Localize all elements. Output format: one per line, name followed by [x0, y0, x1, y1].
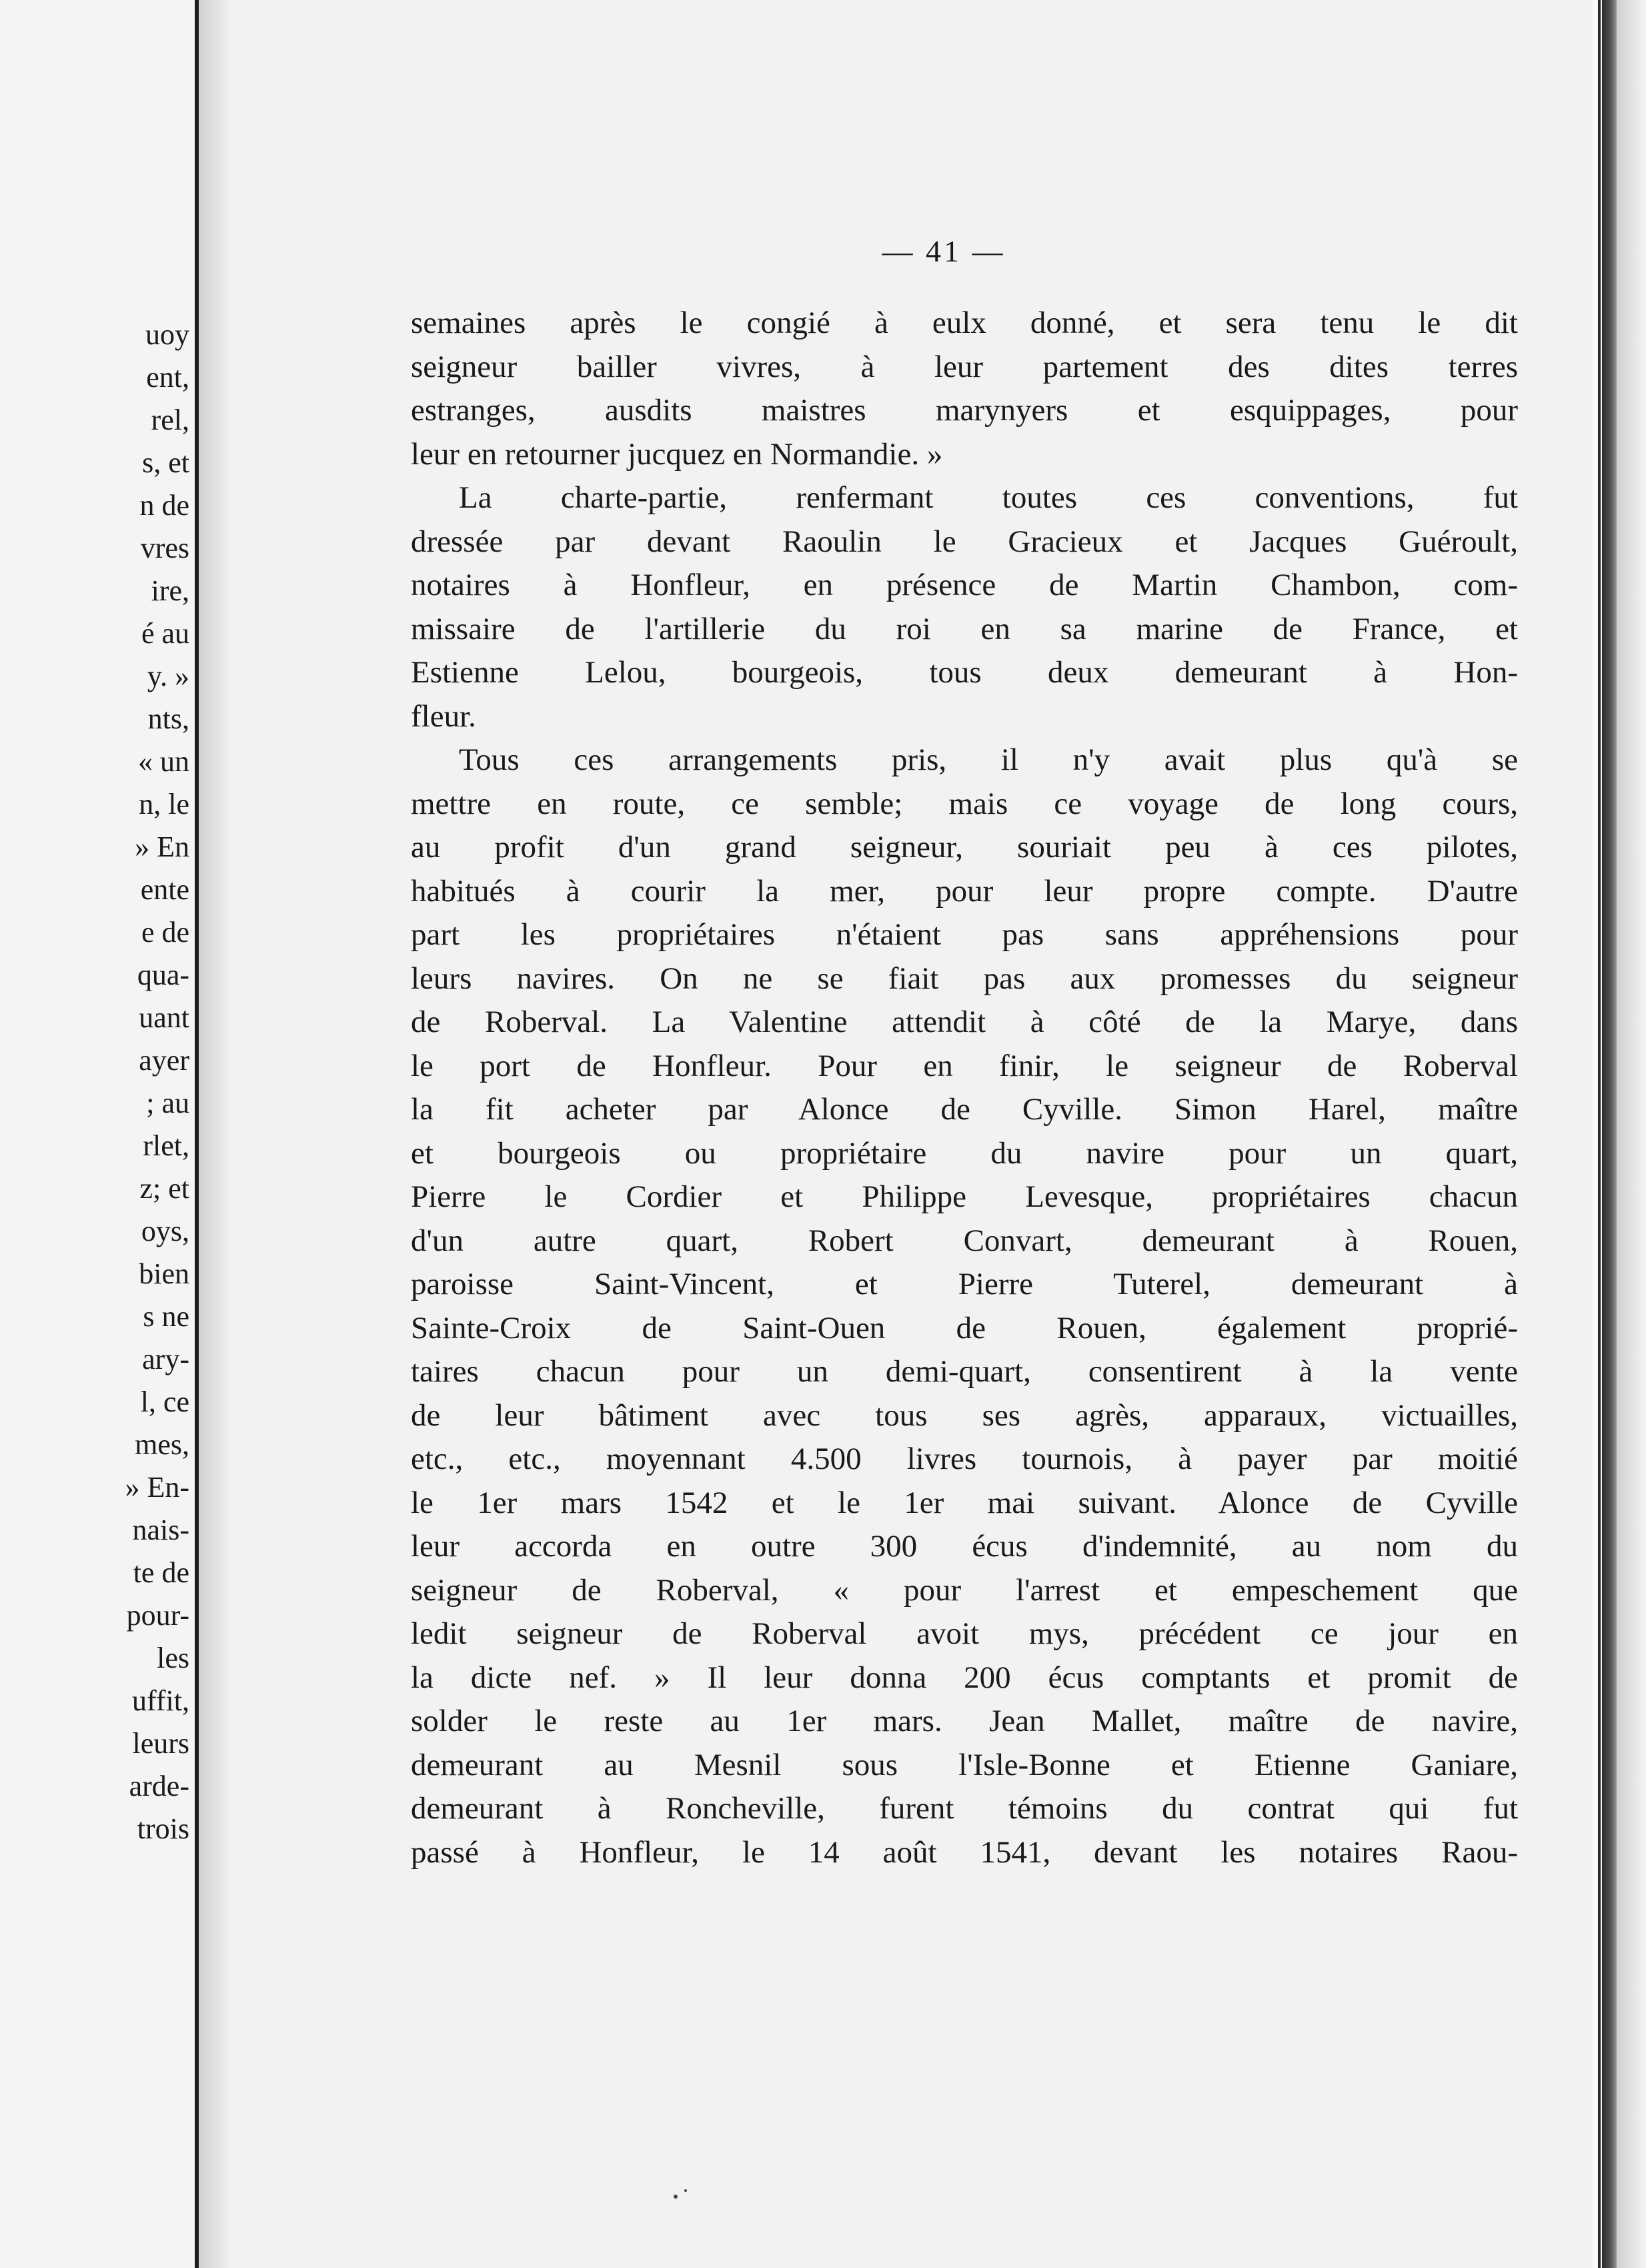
text-line: paroisse Saint-Vincent, et Pierre Tuterel, demeurant à [411, 1267, 1518, 1301]
left-page-line: te de [133, 1556, 189, 1589]
left-page-line: uffit, [132, 1684, 189, 1717]
scan-speck [684, 2189, 687, 2192]
text-line: Sainte-Croix de Saint-Ouen de Rouen, également proprié- [411, 1310, 1518, 1345]
text-line: ledit seigneur de Roberval avoit mys, précédent ce jour en [411, 1616, 1518, 1651]
left-page-line: vres [140, 532, 189, 564]
text-line: notaires à Honfleur, en présence de Martin Chambon, com- [411, 568, 1518, 602]
left-page-line: mes, [135, 1428, 189, 1461]
left-page-line: arde- [129, 1770, 189, 1802]
left-page-line: s ne [143, 1300, 189, 1333]
text-line: solder le reste au 1er mars. Jean Mallet, maître de navire, [411, 1704, 1518, 1738]
left-page-line: les [157, 1642, 189, 1674]
paragraph-start-line: Tous ces arrangements pris, il n'y avait plus qu'à se [459, 742, 1518, 777]
edge-rule [1598, 0, 1601, 2268]
left-page-line: ; au [146, 1087, 189, 1119]
text-line: habitués à courir la mer, pour leur propre compte. D'autre [411, 873, 1518, 909]
binding-edge [1593, 0, 1646, 2268]
text-line: la dicte nef. » Il leur donna 200 écus comptants et promit de [411, 1660, 1518, 1695]
left-page-line: y. » [147, 660, 189, 692]
left-page-line: s, et [142, 446, 189, 479]
text-line: fleur. [411, 698, 476, 734]
left-page-line: ent, [146, 361, 189, 394]
edge-dark-band [1602, 0, 1617, 2268]
text-line: dressée par devant Raoulin le Gracieux et Jacques Guéroult, [411, 524, 1518, 559]
scan-speck [674, 2195, 678, 2199]
edge-shade [1617, 0, 1646, 2268]
left-page-line: pour- [126, 1599, 189, 1632]
text-line: leur en retourner jucquez en Normandie. » [411, 436, 943, 472]
left-page-line: « un [138, 745, 189, 778]
left-page-line: ire, [151, 574, 189, 607]
left-page-line: e de [141, 916, 189, 949]
text-line: la fit acheter par Alonce de Cyville. Simon Harel, maître [411, 1092, 1518, 1127]
text-line: taires chacun pour un demi-quart, consentirent à la vente [411, 1354, 1518, 1389]
left-page-line: qua- [137, 959, 189, 991]
text-line: seigneur bailler vivres, à leur partement des dites terres [411, 349, 1518, 384]
left-page-line: » En- [125, 1471, 189, 1504]
left-page-line: leurs [132, 1727, 189, 1760]
text-line: estranges, ausdits maistres marynyers et esquippages, pour [411, 393, 1518, 428]
text-line: demeurant au Mesnil sous l'Isle-Bonne et Etienne Ganiare, [411, 1747, 1518, 1782]
left-page-line: uant [139, 1001, 189, 1034]
left-page-line: uoy [145, 318, 189, 351]
left-page-line: rlet, [143, 1129, 189, 1162]
text-line: semaines après le congié à eulx donné, et sera tenu le dit [411, 306, 1518, 340]
text-line: mettre en route, ce semble; mais ce voyage de long cours, [411, 786, 1518, 821]
text-line: passé à Honfleur, le 14 août 1541, devant les notaires Raou- [411, 1834, 1518, 1870]
left-page-line: ary- [142, 1343, 189, 1375]
left-page-line: é au [141, 617, 189, 650]
page-number: — 41 — [882, 234, 1006, 268]
left-page-line: nais- [132, 1514, 189, 1546]
text-line: seigneur de Roberval, « pour l'arrest et empeschement que [411, 1572, 1518, 1608]
paragraph-start-line: La charte-partie, renfermant toutes ces conventions, fut [459, 480, 1518, 515]
text-line: au profit d'un grand seigneur, souriait peu à ces pilotes, [411, 830, 1518, 865]
text-line: le port de Honfleur. Pour en finir, le seigneur de Roberval [411, 1048, 1518, 1083]
left-page-line: bien [139, 1257, 189, 1290]
left-page-line: oys, [141, 1215, 189, 1247]
text-line: Estienne Lelou, bourgeois, tous deux demeurant à Hon- [411, 655, 1518, 690]
text-line: demeurant à Roncheville, furent témoins du contrat qui fut [411, 1791, 1518, 1826]
text-line: part les propriétaires n'étaient pas sans appréhensions pour [411, 917, 1518, 952]
text-line: le 1er mars 1542 et le 1er mai suivant. Alonce de Cyville [411, 1485, 1518, 1520]
left-page-line: rel, [151, 404, 189, 436]
book-page [233, 0, 1587, 2268]
text-line: de leur bâtiment avec tous ses agrès, apparaux, victuailles, [411, 1397, 1518, 1433]
left-page-line: l, ce [140, 1385, 189, 1418]
text-line: et bourgeois ou propriétaire du navire pour un quart, [411, 1135, 1518, 1171]
gutter-shadow [199, 0, 232, 2268]
left-page-line: n de [139, 489, 189, 522]
left-page-line: nts, [147, 702, 189, 735]
text-line: Pierre le Cordier et Philippe Levesque, propriétaires chacun [411, 1179, 1518, 1214]
left-page-line: ayer [139, 1044, 189, 1077]
text-line: leur accorda en outre 300 écus d'indemnité, au nom du [411, 1529, 1518, 1564]
left-page-line: » En [135, 830, 189, 863]
left-page-line: ente [140, 873, 189, 906]
left-page-line: trois [137, 1812, 189, 1845]
left-page-line: n, le [139, 788, 189, 820]
previous-page-fragment [0, 0, 199, 2268]
text-line: missaire de l'artillerie du roi en sa marine de France, et [411, 611, 1518, 646]
body-text [411, 302, 1518, 1874]
left-page-line: z; et [139, 1172, 189, 1205]
text-line: de Roberval. La Valentine attendit à côté de la Marye, dans [411, 1005, 1518, 1039]
text-line: d'un autre quart, Robert Convart, demeurant à Rouen, [411, 1223, 1518, 1258]
text-line: leurs navires. On ne se fiait pas aux promesses du seigneur [411, 961, 1518, 996]
text-line: etc., etc., moyennant 4.500 livres tournois, à payer par moitié [411, 1442, 1518, 1476]
